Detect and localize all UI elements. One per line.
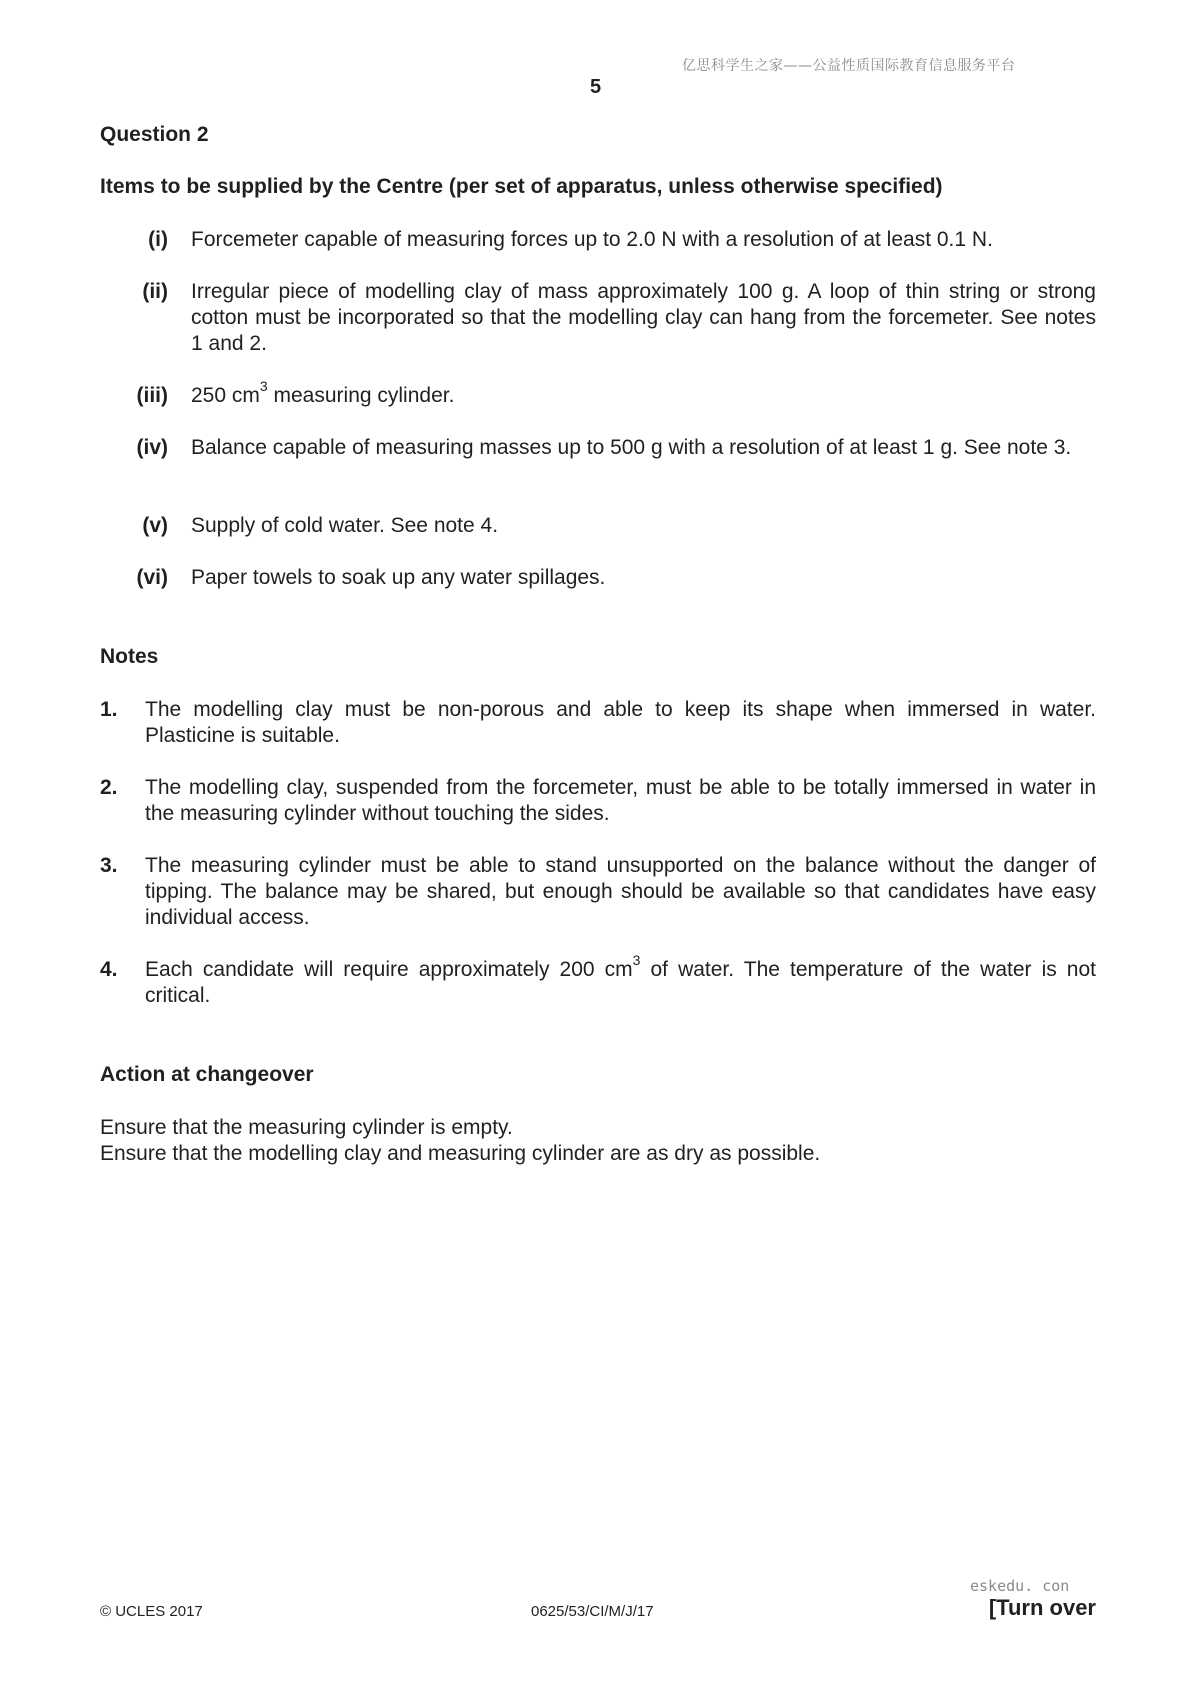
turn-over-label: [Turn over [988,1595,1096,1620]
changeover-line: Ensure that the modelling clay and measuring cylinder are as dry as possible. [100,1142,821,1165]
footer-copyright: © UCLES 2017 [100,1603,203,1620]
item-number: (i) [148,228,168,251]
item-number: (iii) [136,384,168,407]
footer-code: 0625/53/CI/M/J/17 [531,1603,654,1620]
note-number: 2. [100,776,118,799]
note-number: 4. [100,958,118,981]
watermark-bottom: eskedu. con [970,1577,1070,1595]
note-text: The modelling clay, suspended from the forcemeter, must be able to be totally immersed in water in the measuring cylinder without touching the sides. [145,776,1096,825]
note-text-pre: Each candidate will require approximately 200 cm [145,958,633,981]
item-text-pre: 250 cm [191,384,260,407]
item-text: Irregular piece of modelling clay of mass approximately 100 g. A loop of thin string or strong cotton must be incorporated so that the modelling clay can hang from the forcemeter. See notes 1 and 2. [191,280,1096,355]
question-title: Question 2 [100,123,209,146]
note-number: 1. [100,698,118,721]
item-text-post: measuring cylinder. [267,384,455,407]
item-text: Forcemeter capable of measuring forces up to 2.0 N with a resolution of at least 0.1 N. [191,228,993,251]
item-number: (ii) [142,280,168,303]
note-text-post: of water. The temperature of the water is not critical. [145,958,1096,1007]
item-number: (vi) [136,566,168,589]
note-number: 3. [100,854,118,877]
superscript: 3 [259,378,268,394]
item-text [191,378,1096,409]
item-text: Balance capable of measuring masses up to 500 g with a resolution of at least 1 g. See note 3. [191,436,1072,459]
item-number: (v) [142,514,168,537]
changeover-heading: Action at changeover [100,1063,314,1086]
item-text: Paper towels to soak up any water spillages. [191,566,606,589]
items-heading: Items to be supplied by the Centre (per set of apparatus, unless otherwise specified) [100,175,943,198]
changeover-line: Ensure that the measuring cylinder is empty. [100,1116,513,1139]
item-text: Supply of cold water. See note 4. [191,514,499,537]
note-text [145,952,1096,1009]
watermark-top: 亿思科学生之家——公益性质国际教育信息服务平台 [682,58,1016,74]
note-text: The modelling clay must be non-porous and able to keep its shape when immersed in water. Plasticine is suitable. [145,698,1096,747]
superscript: 3 [632,952,641,968]
item-number: (iv) [136,436,168,459]
notes-heading: Notes [100,645,159,668]
note-text: The measuring cylinder must be able to stand unsupported on the balance without the danger of tipping. The balance may be shared, but enough should be available so that candidates have easy individual access. [145,854,1096,929]
page-number: 5 [589,76,602,98]
